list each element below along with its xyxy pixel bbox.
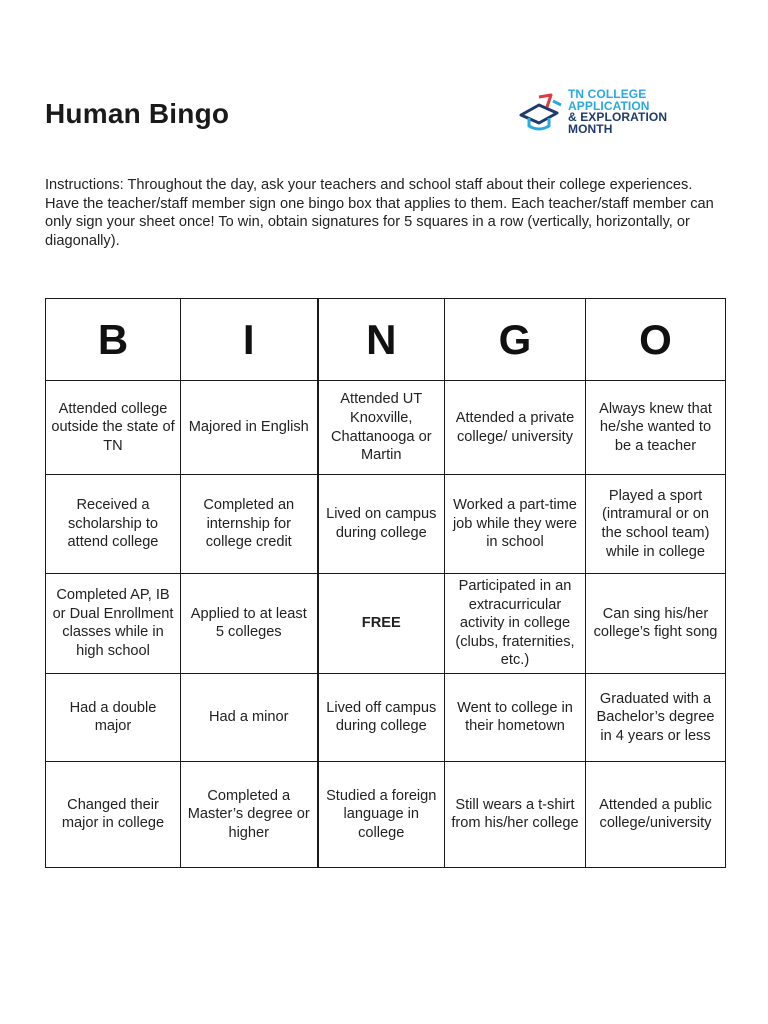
bingo-row-3 (46, 574, 726, 674)
bingo-header-n: N (318, 299, 445, 381)
bingo-square[interactable]: Completed AP, IB or Dual Enrollment classes while in high school (46, 574, 181, 674)
bingo-square[interactable]: Received a scholarship to attend college (46, 475, 181, 574)
bingo-square[interactable]: Attended UT Knoxville, Chattanooga or Martin (318, 381, 445, 475)
bingo-row-4 (46, 673, 726, 761)
bingo-square[interactable]: Attended a public college/university (586, 761, 726, 867)
instructions-text: Instructions: Throughout the day, ask your teachers and school staff about their college experiences. Have the teacher/staff member sign one bingo box that applies to them. Each teacher/staff member can only sign your sheet once! To win, obtain signatures for 5 squares in a row (vertically, horizontally, or diagonally). (45, 177, 714, 249)
graduation-cap-logo-icon (517, 93, 565, 133)
bingo-square[interactable]: Studied a foreign language in college (318, 761, 445, 867)
bingo-square[interactable]: Had a minor (181, 673, 318, 761)
logo-line-3: & EXPLORATION (568, 110, 668, 124)
bingo-square[interactable]: Always knew that he/she wanted to be a teacher (586, 381, 726, 475)
bingo-square[interactable]: Applied to at least 5 colleges (181, 574, 318, 674)
bingo-row-5 (46, 761, 726, 867)
bingo-row-1 (46, 381, 726, 475)
bingo-square[interactable]: Lived off campus during college (318, 673, 445, 761)
bingo-square[interactable]: Went to college in their hometown (445, 673, 586, 761)
bingo-header-b: B (46, 299, 181, 381)
bingo-row-2 (46, 475, 726, 574)
bingo-square[interactable]: Still wears a t-shirt from his/her college (445, 761, 586, 867)
bingo-square[interactable]: Completed a Master’s degree or higher (181, 761, 318, 867)
bingo-square[interactable]: Worked a part-time job while they were in school (445, 475, 586, 574)
bingo-header-i: I (181, 299, 318, 381)
logo-line-2: APPLICATION (568, 98, 650, 113)
bingo-square[interactable]: Can sing his/her college’s fight song (586, 574, 726, 674)
bingo-square[interactable]: Changed their major in college (46, 761, 181, 867)
bingo-card (45, 298, 726, 868)
tn-college-logo (517, 89, 687, 139)
bingo-square[interactable]: Participated in an extracurricular activity in college (clubs, fraternities, etc.) (445, 574, 586, 674)
bingo-square[interactable]: Majored in English (181, 381, 318, 475)
bingo-square[interactable]: Had a double major (46, 673, 181, 761)
bingo-square[interactable]: Lived on campus during college (318, 475, 445, 574)
bingo-square[interactable]: Completed an internship for college credit (181, 475, 318, 574)
bingo-header-o: O (586, 299, 726, 381)
bingo-header-g: G (445, 299, 586, 381)
logo-line-1: TN COLLEGE (568, 87, 647, 101)
bingo-free-square[interactable]: FREE (318, 574, 445, 674)
bingo-square[interactable]: Played a sport (intramural or on the school team) while in college (586, 475, 726, 574)
bingo-square[interactable]: Attended college outside the state of TN (46, 381, 181, 475)
bingo-header-row (46, 299, 726, 381)
bingo-square[interactable]: Attended a private college/ university (445, 381, 586, 475)
bingo-square[interactable]: Graduated with a Bachelor’s degree in 4 years or less (586, 673, 726, 761)
page-title: Human Bingo (45, 98, 230, 129)
logo-line-4: MONTH (568, 121, 613, 136)
